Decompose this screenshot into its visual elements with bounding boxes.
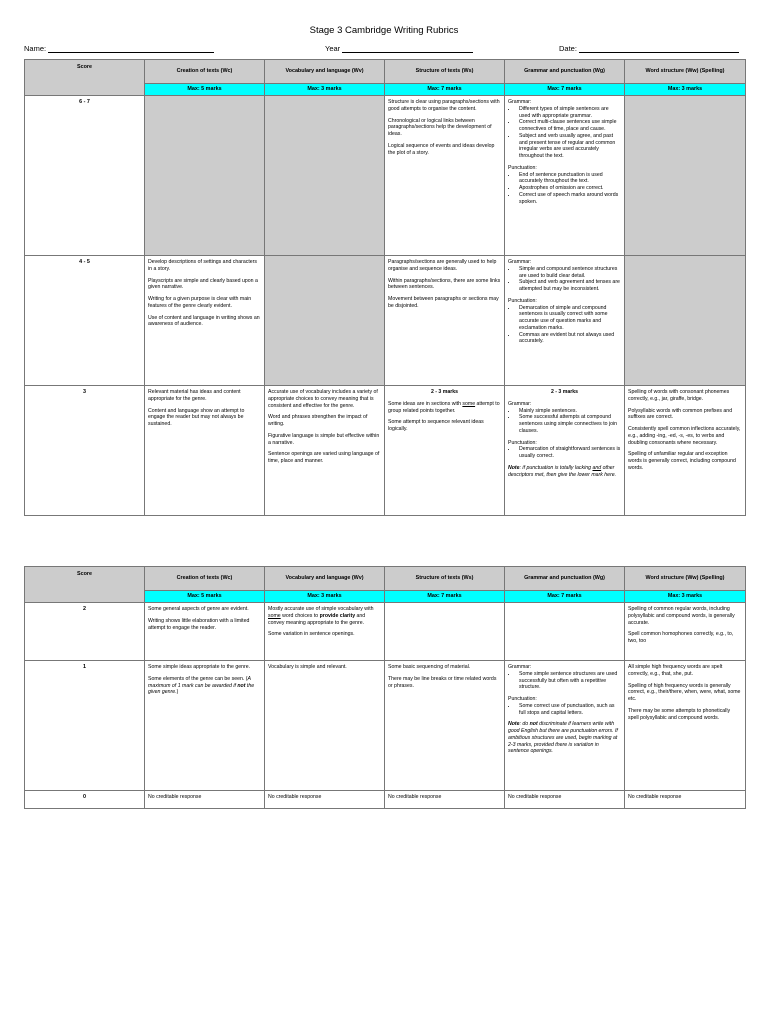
mark-band-heading: 2 - 3 marks [550, 389, 579, 395]
ws-cell: No creditable response [385, 791, 505, 809]
descriptor: Within paragraphs/sections, there are some links between sentences. [388, 277, 501, 291]
score-header: Score [25, 567, 145, 603]
grammar-label: Grammar: [508, 400, 532, 407]
score-cell: 1 [25, 661, 145, 791]
descriptor: Structure is clear using paragraphs/sections with good attempts to organise the content. [388, 99, 500, 112]
wg-cell: No creditable response [505, 791, 625, 809]
underlined-text: some [268, 612, 281, 619]
descriptor: Writing for a given purpose is clear with main features of the genre clearly evident. [148, 296, 252, 309]
wv-cell [265, 603, 385, 661]
bold-italic-text: not [237, 682, 246, 689]
date-blank-line[interactable] [579, 44, 739, 53]
descriptor: Spelling of unfamiliar regular and exception words is generally correct, including compound words. [628, 451, 736, 471]
bold-text: provide clarity [319, 612, 356, 619]
text-part: : if punctuation is totally lacking [519, 464, 593, 471]
wv-cell [265, 661, 385, 791]
descriptor: Some simple ideas appropriate to the genre. [148, 664, 251, 670]
date-field[interactable] [559, 44, 739, 53]
descriptor: Some basic sequencing of material. [388, 664, 471, 670]
descriptor: Accurate use of vocabulary includes a variety of appropriate choices to convey meaning that is consistent and effective for the genre. [268, 389, 378, 409]
descriptor: Develop descriptions of settings and characters in a story. [148, 259, 257, 272]
descriptor: Vocabulary is simple and relevant. [268, 664, 347, 670]
wg-cell-empty [505, 603, 625, 661]
descriptor [388, 401, 501, 415]
punctuation-list [508, 446, 621, 460]
grammar-list [508, 408, 621, 435]
wg-header: Grammar and punctuation (Wg) [505, 60, 625, 84]
wc-cell [145, 386, 265, 516]
descriptor: Spelling of high frequency words is generally correct, e.g., their/there, when, were, what, some etc. [628, 682, 741, 702]
wg-header: Grammar and punctuation (Wg) [505, 567, 625, 591]
score-header: Score [25, 60, 145, 96]
name-label: Name: [24, 44, 47, 53]
ww-max: Max: 3 marks [625, 591, 746, 603]
descriptor: • Subject and verb usually agree, and past and present tense of regular and common irregular verbs are used accurately throughout the text. [517, 133, 621, 160]
underlined-text: some [462, 400, 476, 407]
score-row-2 [25, 603, 746, 661]
score-row-6-7 [25, 96, 746, 256]
descriptor: • Some correct use of punctuation, such as full stops and capital letters. [517, 703, 621, 717]
header-row [25, 567, 746, 591]
score-cell: 2 [25, 603, 145, 661]
text-part: Mostly accurate use of simple vocabulary with [268, 606, 374, 612]
italic-text: A maximum of 1 mark can be awarded if [148, 675, 251, 689]
name-field[interactable] [24, 44, 214, 53]
ww-cell: No creditable response [625, 791, 746, 809]
note-label: Note [508, 721, 520, 728]
student-info-row [24, 44, 744, 56]
punctuation-label: Punctuation: [508, 297, 537, 304]
descriptor: Use of content and language in writing shows an awareness of audience. [148, 314, 260, 328]
year-field[interactable] [325, 44, 473, 53]
marking-note [508, 465, 621, 479]
punctuation-label: Punctuation: [508, 696, 537, 702]
wv-cell-empty [265, 96, 385, 256]
rubric-table-2 [24, 566, 746, 809]
descriptor: Spelling of common regular words, including polysyllabic and compound words, is generally accurate. [628, 606, 735, 626]
descriptor [148, 676, 261, 696]
wv-header: Vocabulary and language (Wv) [265, 567, 385, 591]
wg-cell [505, 386, 625, 516]
wv-max: Max: 3 marks [265, 591, 385, 603]
wc-cell [145, 661, 265, 791]
year-blank-line[interactable] [342, 44, 473, 53]
descriptor: Word and phrases strengthen the impact of writing. [268, 414, 368, 427]
wv-header: Vocabulary and language (Wv) [265, 60, 385, 84]
wc-cell [145, 256, 265, 386]
grammar-list [508, 671, 621, 691]
ww-max: Max: 3 marks [625, 84, 746, 96]
descriptor: • Some successful attempts at compound sentences using simple connectives to join clauses. [517, 414, 621, 434]
descriptor: Playscripts are simple and clearly based upon a given narrative. [148, 277, 258, 291]
text-part: attempt to group related points together. [388, 400, 500, 414]
text-part: discriminate if learners write with good English but there are punctuation errors. If ambitious structures are used, begin marking at 2-3 marks, provided there is variation in sentence openings. [508, 721, 618, 755]
wc-max: Max: 5 marks [145, 84, 265, 96]
rubric-table-1 [24, 59, 746, 516]
score-cell: 3 [25, 386, 145, 516]
descriptor: Some variation in sentence openings. [268, 631, 355, 638]
ws-cell [385, 96, 505, 256]
wg-max: Max: 7 marks [505, 591, 625, 603]
underlined-text: and [592, 464, 602, 471]
descriptor: • Commas are evident but not always used accurately. [517, 332, 621, 346]
ws-cell [385, 386, 505, 516]
name-blank-line[interactable] [48, 44, 214, 53]
year-label: Year [325, 44, 341, 53]
wv-max: Max: 3 marks [265, 84, 385, 96]
descriptor: Chronological or logical links between paragraphs/sections help the development of ideas. [388, 117, 492, 137]
descriptor: There may be line breaks or time related words or phrases. [388, 675, 497, 689]
descriptor: • Different types of simple sentences are used with appropriate grammar. [517, 106, 621, 120]
ww-cell [625, 386, 746, 516]
ws-max: Max: 7 marks [385, 591, 505, 603]
descriptor: There may be some attempts to phonetically spell polysyllabic and compound words. [628, 707, 731, 721]
descriptor: Spell common homophones correctly, e.g., to, two, too [628, 631, 734, 644]
ws-header: Structure of texts (Ws) [385, 60, 505, 84]
punctuation-list [508, 305, 621, 346]
descriptor: • Apostrophes of omission are correct. [517, 185, 621, 192]
score-cell: 4 - 5 [25, 256, 145, 386]
descriptor: Figurative language is simple but effective within a narrative. [268, 432, 380, 446]
descriptor: Some attempt to sequence relevant ideas logically. [388, 419, 484, 432]
descriptor: Movement between paragraphs or sections may be disjointed. [388, 296, 499, 309]
score-row-4-5 [25, 256, 746, 386]
punctuation-label: Punctuation: [508, 439, 537, 446]
wv-cell [265, 386, 385, 516]
wg-cell [505, 661, 625, 791]
descriptor: Consistently spell common inflections accurately, e.g., adding -ing, -ed, -s, -es, to verbs and doubling consonants where necessary. [628, 426, 741, 446]
wv-cell: No creditable response [265, 791, 385, 809]
score-row-3 [25, 386, 746, 516]
wg-max: Max: 7 marks [505, 84, 625, 96]
descriptor: Paragraphs/sections are generally used to help organise and sequence ideas. [388, 259, 497, 272]
descriptor: Some general aspects of genre are evident. [148, 606, 249, 612]
wg-cell [505, 96, 625, 256]
grammar-list [508, 106, 621, 160]
score-cell: 6 - 7 [25, 96, 145, 256]
descriptor: Content and language show an attempt to engage the reader but may not always be sustained. [148, 407, 245, 427]
ws-max: Max: 7 marks [385, 84, 505, 96]
wc-cell-empty [145, 96, 265, 256]
descriptor: Spelling of words with consonant phonemes correctly, e.g., jar, giraffe, bridge. [628, 389, 730, 402]
descriptor: Writing shows little elaboration with a limited attempt to engage the reader. [148, 617, 250, 631]
marking-note [508, 721, 621, 755]
punctuation-list [508, 172, 621, 206]
descriptor: • End of sentence punctuation is used accurately throughout the text. [517, 172, 621, 186]
text-part: and convey meaning appropriate to the genre. [268, 612, 366, 626]
score-row-1 [25, 661, 746, 791]
punctuation-list [508, 703, 621, 717]
wc-header: Creation of texts (Wc) [145, 60, 265, 84]
descriptor [268, 606, 381, 626]
descriptor: All simple high frequency words are spelt correctly, e.g., that, she, put. [628, 664, 723, 677]
descriptor: • Simple and compound sentence structures are used to build clear detail. [517, 266, 621, 280]
descriptor: • Demarcation of simple and compound sentences is usually correct with some accurate use of question marks and exclamation marks. [517, 305, 621, 332]
grammar-label: Grammar: [508, 664, 532, 670]
grammar-label: Grammar: [508, 99, 532, 105]
ww-header: Word structure (Ww) (Spelling) [625, 60, 746, 84]
ww-cell [625, 661, 746, 791]
wc-max: Max: 5 marks [145, 591, 265, 603]
descriptor: • Correct multi-clause sentences use simple connectives of time, place and cause. [517, 119, 621, 133]
wc-cell: No creditable response [145, 791, 265, 809]
wg-cell [505, 256, 625, 386]
descriptor: • Subject and verb agreement and tenses are attempted but may be inconsistent. [517, 279, 621, 293]
descriptor: • Some simple sentence structures are used successfully but often with a repetitive structure. [517, 671, 621, 691]
document-title: Stage 3 Cambridge Writing Rubrics [309, 25, 459, 36]
text-part: other descriptors met, then give the lower mark here. [508, 464, 617, 478]
italic-text: the given genre [148, 682, 255, 696]
wc-cell [145, 603, 265, 661]
text-part: word choices to [280, 612, 320, 619]
text-part: Some ideas are in sections with [388, 400, 463, 407]
wc-header: Creation of texts (Wc) [145, 567, 265, 591]
ww-header: Word structure (Ww) (Spelling) [625, 567, 746, 591]
descriptor: • Mainly simple sentences. [517, 408, 621, 415]
descriptor: Relevant material has ideas and content appropriate for the genre. [148, 389, 241, 402]
ww-cell [625, 603, 746, 661]
text-part: Some elements of the genre can be seen. ( [148, 675, 248, 682]
date-label: Date: [559, 44, 577, 53]
punctuation-label: Punctuation: [508, 164, 537, 171]
ww-cell-empty [625, 256, 746, 386]
descriptor: • Demarcation of straightforward sentences is usually correct. [517, 446, 621, 460]
note-label: Note [508, 464, 520, 471]
score-cell: 0 [25, 791, 145, 809]
ws-header: Structure of texts (Ws) [385, 567, 505, 591]
descriptor: • Correct use of speech marks around words spoken. [517, 192, 621, 206]
header-row [25, 60, 746, 84]
ws-cell [385, 256, 505, 386]
ws-cell-empty [385, 603, 505, 661]
score-row-0 [25, 791, 746, 809]
ww-cell-empty [625, 96, 746, 256]
mark-band-heading: 2 - 3 marks [430, 389, 459, 395]
grammar-list [508, 266, 621, 293]
descriptor: Polysyllabic words with common prefixes and suffixes are correct. [628, 407, 733, 421]
ws-cell [385, 661, 505, 791]
text-part: .) [175, 689, 179, 696]
text-part: : do [519, 721, 530, 728]
bold-text: not [529, 721, 538, 728]
wv-cell-empty [265, 256, 385, 386]
grammar-label: Grammar: [508, 259, 532, 265]
descriptor: Logical sequence of events and ideas develop the plot of a story. [388, 142, 495, 156]
descriptor: Sentence openings are varied using language of time, place and manner. [268, 451, 380, 464]
